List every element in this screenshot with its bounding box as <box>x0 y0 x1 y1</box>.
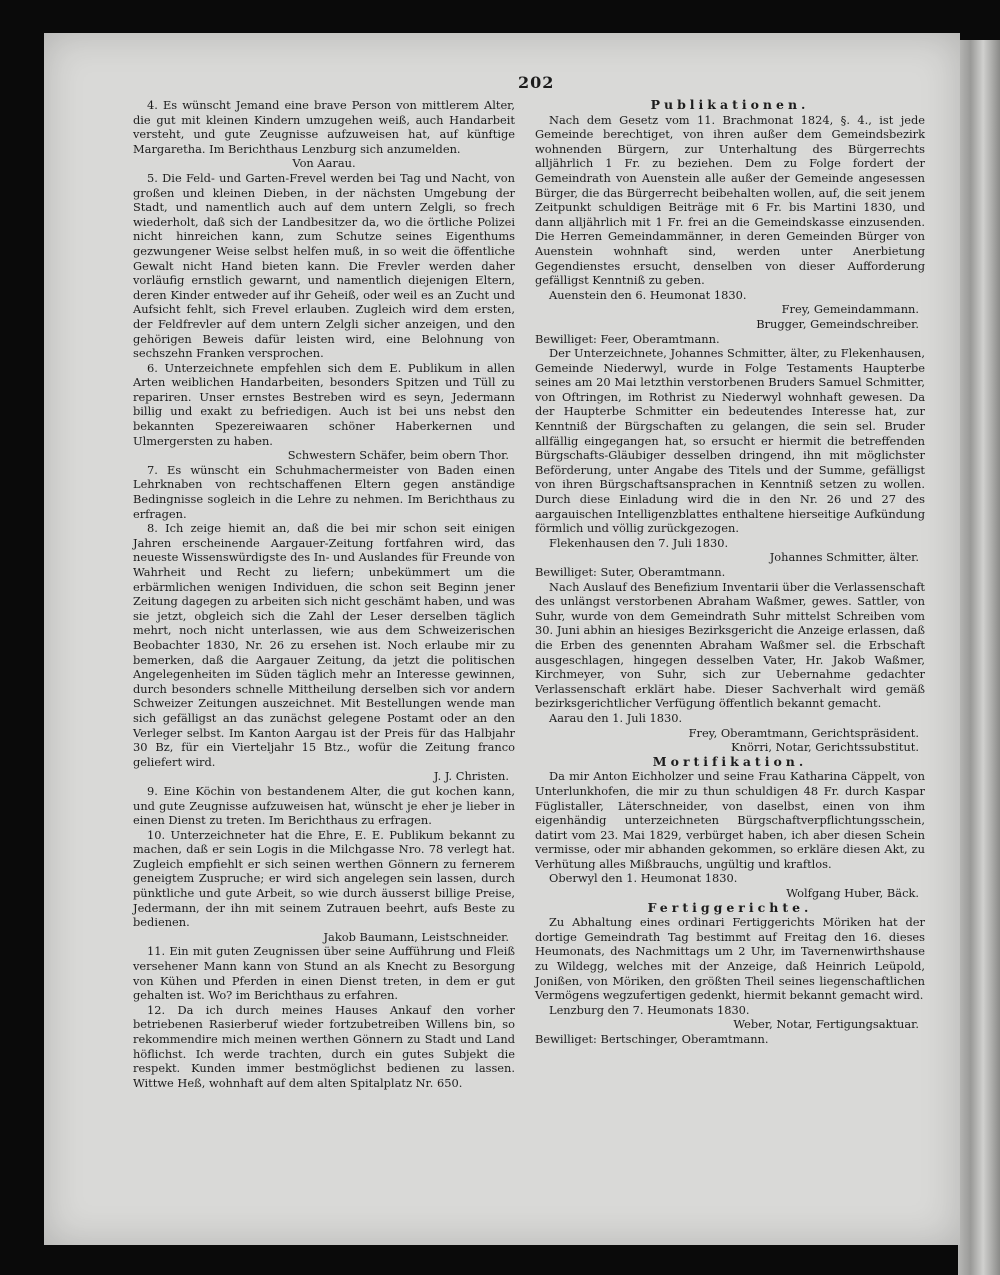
left-column <box>133 98 515 1090</box>
page-number: 202 <box>518 73 555 92</box>
right-paragraph: Weber, Notar, Fertigungsaktuar. <box>733 1017 919 1032</box>
right-paragraph: Aarau den 1. Juli 1830. <box>549 710 683 725</box>
left-paragraph: 10. Unterzeichneter hat die Ehre, E. E. Publikum bekannt zu machen, daß er sein Logis in die Milchgasse Nro. 78 verlegt hat. Zugleich empfiehlt er sich seinen werthen Gönnern zu fernerem geneigtem Zuspruche; er wird sich angelegen sein lassen, durch pünktliche und gute Arbeit, so wie durch äusserst billige Preise, Jedermann, der ihn mit seinem Zutrauen beehrt, aufs Beste zu bedienen. <box>133 827 515 930</box>
right-paragraph: Fertiggerichte. <box>647 899 813 915</box>
right-paragraph: Knörri, Notar, Gerichtssubstitut. <box>731 740 919 755</box>
right-paragraph: Der Unterzeichnete, Johannes Schmitter, älter, zu Flekenhausen, Gemeinde Niederwyl, wurde in Folge Testaments Haupterbe seines am 20 Mai letzthin verstorbenen Bruders Samuel Schmitter, von Oftringen, im Rothrist zu Niederwyl wohnhaft gewesen. Da der Haupterbe Schmitter ein bedeutendes Interesse hat, zur Kenntniß der Bürgschaften zu gelangen, die sein sel. Bruder allfällig eingegangen hat, so ersucht er hiermit die betreffenden Bürgschafts-Gläubiger desselben dringend, ihn mit möglichster Beförderung, unter Angabe des Titels und der Summe, gefälligst von ihren Bürgschaftsansprachen in Kenntniß setzen zu wollen. Durch diese Einladung wird die in den Nr. 26 und 27 des aargauischen Intelligenzblattes enthaltene hierseitige Aufkündung förmlich und völlig zurückgezogen. <box>535 346 925 536</box>
right-paragraph: Oberwyl den 1. Heumonat 1830. <box>549 871 738 886</box>
right-column <box>535 98 925 1047</box>
right-paragraph: Frey, Gemeindammann. <box>781 302 919 317</box>
left-paragraph: 6. Unterzeichnete empfehlen sich dem E. Publikum in allen Arten weiblichen Handarbeiten, besonders Spitzen und Tüll zu repariren. Unser ernstes Bestreben wird es seyn, Jedermann billig und exakt zu befriedigen. Auch ist bei uns nebst den bekannten Spezereiwaaren schöner Haberkernen und Ulmergersten zu haben. <box>133 360 515 448</box>
right-paragraph: Wolfgang Huber, Bäck. <box>786 886 919 901</box>
left-paragraph: 8. Ich zeige hiemit an, daß die bei mir schon seit einigen Jahren erscheinende Aargauer-Zeitung fortfahren wird, das neueste Wissenswürdigste des In- und Auslandes für Freunde von Wahrheit und Recht zu liefern; unbekümmert um die erbärmlichen wenigen Individuen, die schon seit Beginn jener Zeitung dagegen zu arbeiten sich nicht geschämt haben, und was sie jetzt, obgleich sich die Zahl der Leser derselben täglich mehrt, noch nicht unterlassen, wie aus dem Schweizerischen Beobachter 1830, Nr. 26 zu ersehen ist. Noch erlaube mir zu bemerken, daß die Aargauer Zeitung, da jetzt die politischen Angelegenheiten im Süden täglich mehr an Interesse gewinnen, durch besonders schnelle Mittheilung derselben sich vor andern Schweizer Zeitungen auszeichnet. Mit Bestellungen wende man sich gefälligst an das zunächst gelegene Postamt oder an den Verleger selbst. Im Kanton Aargau ist der Preis für das Halbjahr 30 Bz, für ein Vierteljahr 15 Btz., wofür die Zeitung franco geliefert wird. <box>133 521 515 769</box>
right-paragraph: Flekenhausen den 7. Juli 1830. <box>549 535 729 550</box>
left-paragraph: 5. Die Feld- und Garten-Frevel werden bei Tag und Nacht, von großen und kleinen Dieben, in der nächsten Umgebung der Stadt, und namentlich auch auf dem untern Zelgli, so frech wiederholt, daß sich der Landbesitzer da, wo die örtliche Polizei nicht hinreichen kann, zum Schutze seines Eigenthums gezwungener Weise selbst helfen muß, in so weit die öffentliche Gewalt nicht Hand bieten kann. Die Frevler werden daher vorläufig ernstlich gewarnt, und namentlich diejenigen Eltern, deren Kinder entweder auf ihr Geheiß, oder weil es an Zucht und Aufsicht fehlt, sich Frevel erlauben. Zugleich wird dem ersten, der Feldfrevler auf dem untern Zelgli sicher anzeigen, und den gehörigen Beweis dafür leisten wird, eine Belohnung von sechszehn Franken versprochen. <box>133 170 515 361</box>
right-paragraph: Mortifikation. <box>652 753 808 769</box>
right-paragraph: Bewilliget: Feer, Oberamtmann. <box>535 331 720 346</box>
right-paragraph: Publikationen. <box>650 97 810 112</box>
left-paragraph: Schwestern Schäfer, beim obern Thor. <box>287 448 509 463</box>
right-paragraph: Bewilliget: Suter, Oberamtmann. <box>535 565 726 579</box>
left-paragraph: Von Aarau. <box>292 156 356 171</box>
right-paragraph: Auenstein den 6. Heumonat 1830. <box>549 287 747 302</box>
left-paragraph: 4. Es wünscht Jemand eine brave Person von mittlerem Alter, die gut mit kleinen Kindern umzugehen weiß, auch Handarbeit versteht, und gute Zeugnisse aufzuweisen hat, auf künftige Margaretha. Im Berichthaus Lenzburg sich anzumelden. <box>133 98 515 156</box>
left-paragraph: 9. Eine Köchin von bestandenem Alter, die gut kochen kann, und gute Zeugnisse aufzuweisen hat, wünscht je eher je lieber in einen Dienst zu treten. Im Berichthaus zu erfragen. <box>133 783 515 828</box>
left-paragraph: 7. Es wünscht ein Schuhmachermeister von Baden einen Lehrknaben von rechtschaffenen Eltern gegen anständige Bedingnisse sogleich in die Lehre zu nehmen. Im Berichthaus zu erfragen. <box>133 462 515 521</box>
right-paragraph: Nach Auslauf des Benefizium Inventarii über die Verlassenschaft des unlängst verstorbenen Abraham Waßmer, gewes. Sattler, von Suhr, wurde von dem Gemeindrath Suhr mittelst Schreiben vom 30. Juni abhin an hiesiges Bezirksgericht die Anzeige erlassen, daß die Erben des genennten Abraham Waßmer sel. die Erbschaft ausgeschlagen, hingegen desselben Vater, Hr. Jakob Waßmer, Kirchmeyer, von Suhr, sich zur Uebernahme gedachter Verlassenschaft erklärt habe. Dieser Sachverhalt wird gemäß bezirksgerichtlicher Verfügung öffentlich bekannt gemacht. <box>535 579 925 711</box>
right-paragraph: Johannes Schmitter, älter. <box>769 550 919 565</box>
right-paragraph: Frey, Oberamtmann, Gerichtspräsident. <box>688 725 919 740</box>
left-paragraph: J. J. Christen. <box>433 769 509 784</box>
right-paragraph: Nach dem Gesetz vom 11. Brachmonat 1824, §. 4., ist jede Gemeinde berechtiget, von ihren außer dem Gemeindsbezirk wohnenden Bürgern, zur Unterhaltung des Bürgerrechts alljährlich 1 Fr. zu beziehen. Dem zu Folge fordert der Gemeindrath von Auenstein alle außer der Gemeinde angesessen Bürger, die das Bürgerrecht beibehalten wollen, auf, die seit jenem Zeitpunkt schuldigen Beiträge mit 6 Fr. bis Martini 1830, und dann alljährlich mit 1 Fr. frei an die Gemeindskasse einzusenden. Die Herren Gemeindammänner, in deren Gemeinden Bürger von Auenstein wohnhaft sind, werden unter Anerbietung Gegendienstes ersucht, denselben von dieser Aufforderung gefälligst Kenntniß zu geben. <box>535 112 925 288</box>
left-paragraph: Jakob Baumann, Leistschneider. <box>323 929 509 944</box>
right-paragraph: Bewilliget: Bertschinger, Oberamtmann. <box>535 1032 769 1046</box>
book-spine <box>958 40 1000 1275</box>
left-paragraph: 12. Da ich durch meines Hauses Ankauf den vorher betriebenen Rasierberuf wieder fortzubetreiben Willens bin, so rekommendire mich meinen werthen Gönnern zu Stadt und Land höflichst. Ich werde trachten, durch ein gutes Subjekt die respekt. Kunden immer bestmöglichst bedienen zu lassen. Wittwe Heß, wohnhaft auf dem alten Spitalplatz Nr. 650. <box>133 1002 515 1090</box>
right-paragraph: Da mir Anton Eichholzer und seine Frau Katharina Cäppelt, von Unterlunkhofen, die mir zu thun schuldigen 48 Fr. durch Kaspar Füglistaller, Läterschneider, von daselbst, einen von ihm eigenhändig unterzeichneten Bürgschaftverpflichtungsschein, datirt vom 23. Mai 1829, verbürget haben, ich aber diesen Schein vermisse, oder mir abhanden gekommen, so erkläre diesen Akt, zu Verhütung alles Mißbrauchs, ungültig und kraftlos. <box>535 769 925 871</box>
right-paragraph: Lenzburg den 7. Heumonats 1830. <box>549 1002 750 1017</box>
right-paragraph: Zu Abhaltung eines ordinari Fertiggerichts Möriken hat der dortige Gemeindrath Tag bestimmt auf Freitag den 16. dieses Heumonats, des Nachmittags um 2 Uhr, im Tavernenwirthshause zu Wildegg, welches mit der Anzeige, daß Heinrich Leüpold, Jonißen, von Möriken, den größten Theil seines liegenschaftlichen Vermögens wegzufertigen gedenkt, hiermit bekannt gemacht wird. <box>535 915 925 1003</box>
left-paragraph: 11. Ein mit guten Zeugnissen über seine Aufführung und Fleiß versehener Mann kann von Stund an als Knecht zu Besorgung von Kühen und Pferden in einen Dienst treten, in dem er gut gehalten ist. Wo? im Berichthaus zu erfahren. <box>133 944 515 1003</box>
right-paragraph: Brugger, Gemeindschreiber. <box>756 316 919 331</box>
